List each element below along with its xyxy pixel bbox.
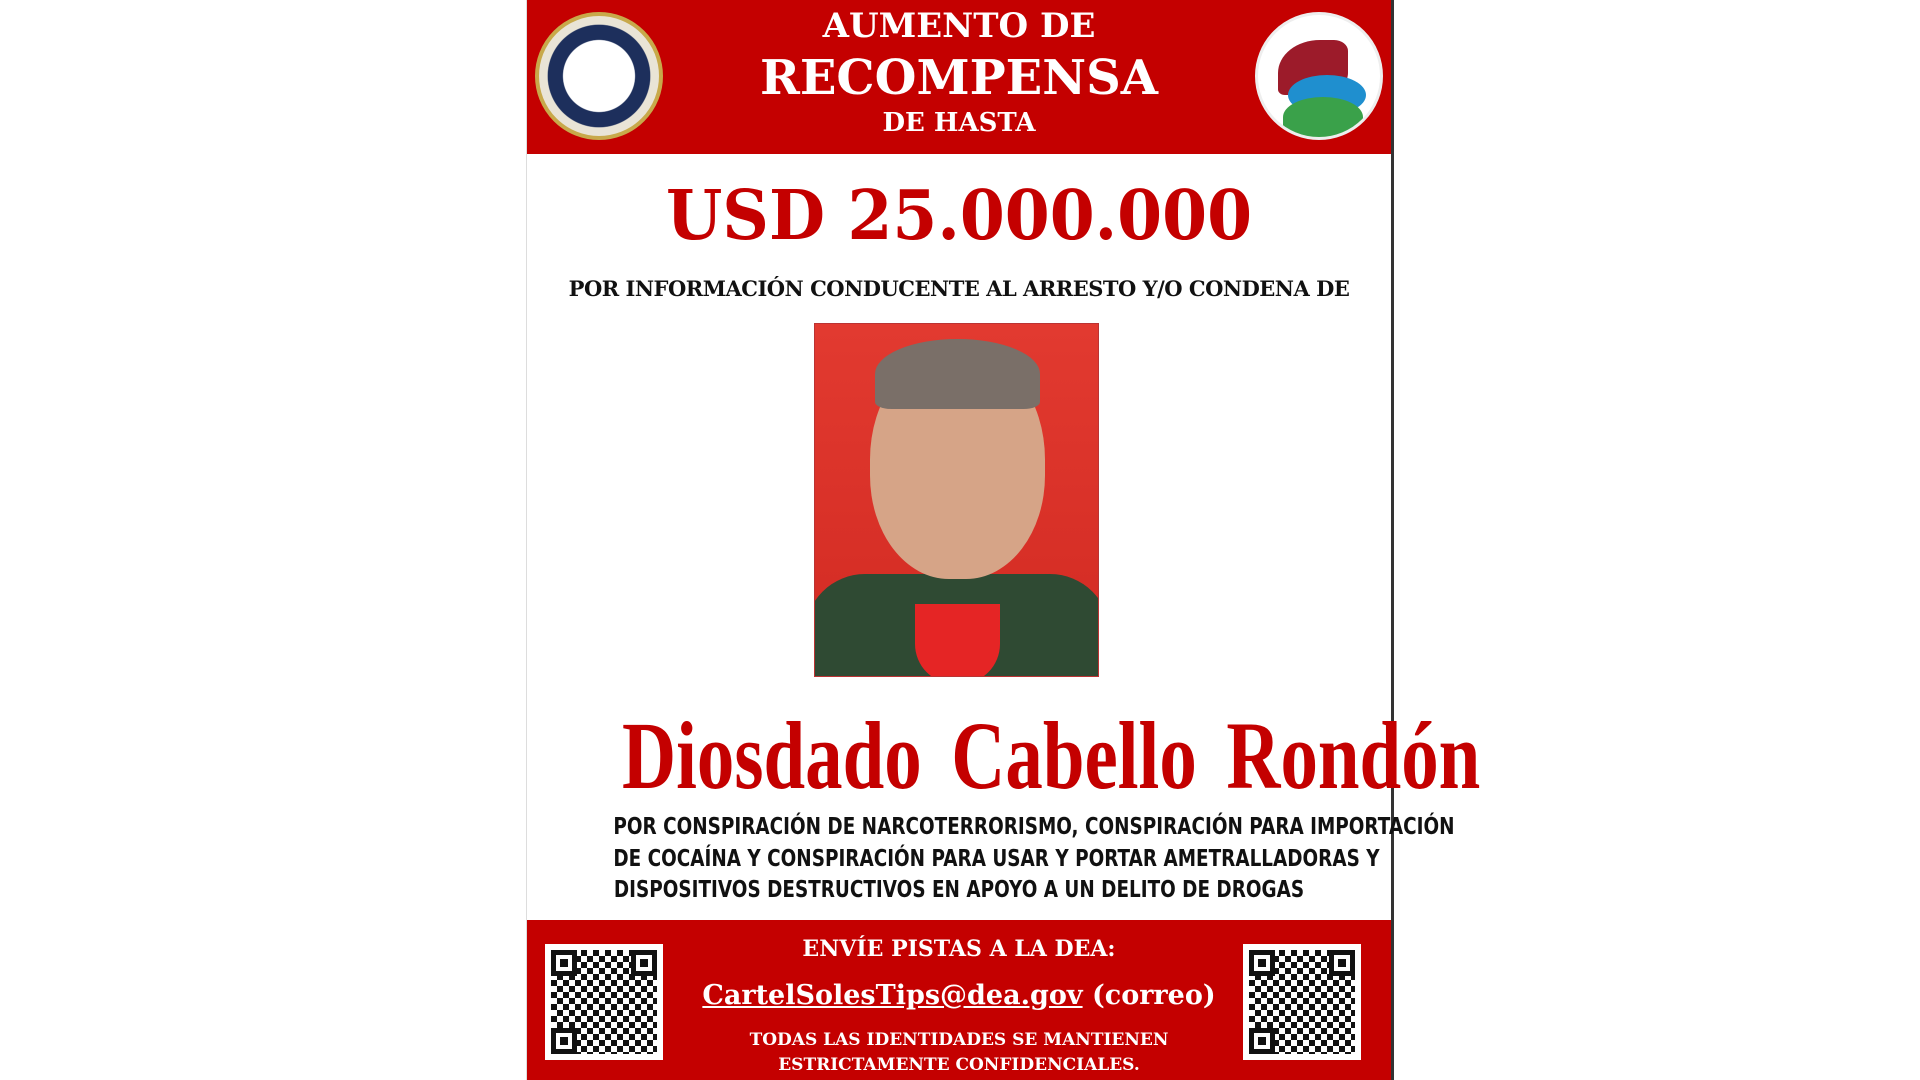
- reward-subtitle: POR INFORMACIÓN CONDUCENTE AL ARRESTO Y/O CONDENA DE: [568, 276, 1350, 301]
- charges-line: DISPOSITIVOS DESTRUCTIVOS EN APOYO A UN DELITO DE DROGAS: [613, 877, 1305, 903]
- confidential-note-1: TODAS LAS IDENTIDADES SE MANTIENEN: [749, 1030, 1169, 1050]
- header-line-2: RECOMPENSA: [759, 50, 1159, 106]
- suspect-photo: [814, 323, 1099, 677]
- reward-poster: [526, 0, 1481, 1080]
- poster-header: [527, 0, 1391, 154]
- dea-seal-icon: [1255, 12, 1383, 140]
- header-line-3: DE HASTA: [882, 108, 1036, 138]
- tips-email-link[interactable]: CartelSolesTips@dea.gov: [702, 980, 1083, 1011]
- email-suffix: (correo): [1091, 980, 1216, 1011]
- reward-amount: USD 25.000.000: [665, 176, 1253, 256]
- charges-line: POR CONSPIRACIÓN DE NARCOTERRORISMO, CONSPIRACIÓN PARA IMPORTACIÓN: [613, 814, 1455, 840]
- charges-line: DE COCAÍNA Y CONSPIRACIÓN PARA USAR Y PORTAR AMETRALLADORAS Y: [613, 846, 1380, 872]
- header-line-1: AUMENTO DE: [822, 6, 1096, 46]
- tips-title: ENVÍE PISTAS A LA DEA:: [802, 936, 1116, 962]
- suspect-name: Diosdado Cabello Rondón: [622, 702, 1481, 809]
- qr-code-right[interactable]: [1243, 944, 1361, 1060]
- confidential-note-2: ESTRICTAMENTE CONFIDENCIALES.: [778, 1055, 1140, 1075]
- poster-footer: [527, 920, 1391, 1080]
